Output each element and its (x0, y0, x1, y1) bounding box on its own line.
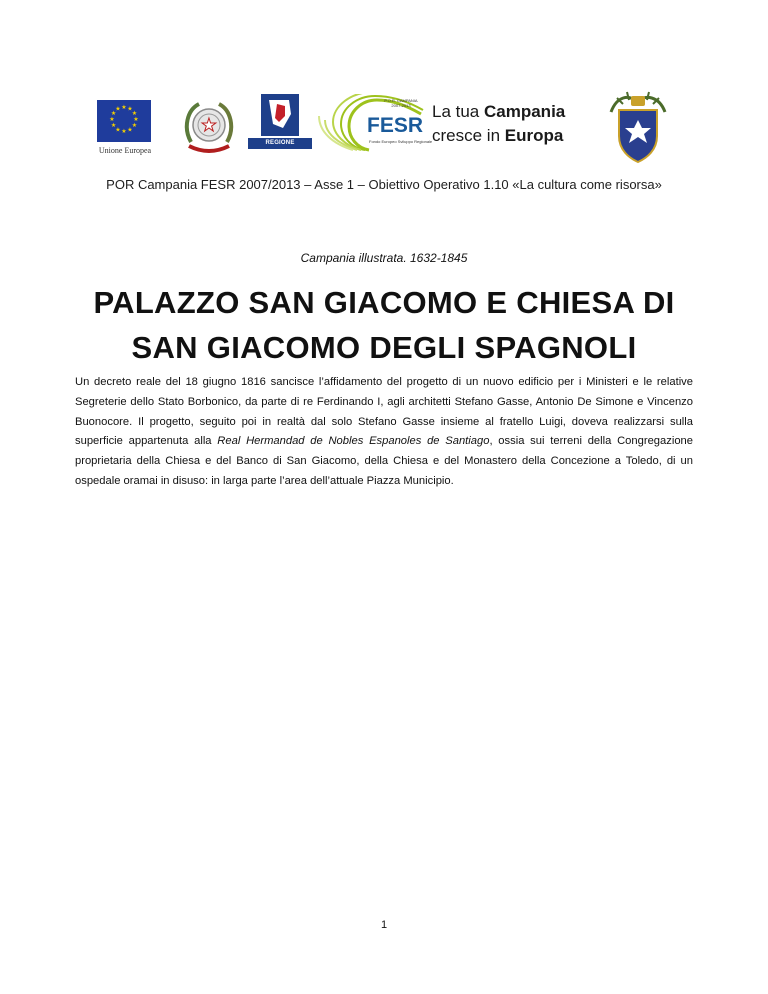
programme-banner: POR Campania FESR 2007/2013 – Asse 1 – Obiettivo Operativo 1.10 «La cultura come risorsa» (106, 177, 662, 192)
svg-text:★: ★ (121, 104, 127, 111)
page-number: 1 (380, 919, 388, 931)
slogan-line-2-prefix: cresce in (432, 126, 505, 145)
svg-text:★: ★ (127, 105, 133, 113)
document-title-line-2: SAN GIACOMO DEGLI SPAGNOLI (131, 330, 637, 365)
fesr-bottom-text: Fondo Europeo Sviluppo Regionale (369, 139, 433, 144)
slogan-logo (432, 100, 565, 148)
svg-text:★: ★ (115, 126, 121, 134)
slogan-line-2-bold: Europa (504, 126, 564, 145)
svg-text:★: ★ (110, 110, 117, 117)
svg-text:★: ★ (131, 122, 138, 129)
fesr-logo (317, 94, 433, 154)
slogan-line-1-bold: Campania (484, 102, 566, 121)
regione-campania-logo (247, 94, 313, 157)
slogan-line-2 (432, 124, 565, 148)
slogan-line-1 (432, 100, 565, 124)
eu-caption: Unione Europea (98, 146, 152, 155)
svg-text:★: ★ (121, 128, 127, 135)
italian-republic-emblem-icon (181, 98, 237, 156)
eu-flag-icon (97, 100, 151, 142)
body-paragraph-part-2: , ossia sui terreni della Congregazione proprietaria della Chiesa e del Banco di San Giacomo, della Chiesa e del Monastero della Concezione a Toledo, di un ospedale oramai in disuso: in larga parte l’area dell’attuale Piazza Municipio. (75, 435, 693, 487)
svg-text:★: ★ (133, 116, 139, 123)
document-title (0, 280, 768, 370)
crest-logo (607, 90, 669, 166)
cross-crest-icon (607, 90, 669, 166)
document-subtitle: Campania illustrata. 1632-1845 (300, 251, 468, 265)
fesr-title: FESR (367, 114, 424, 137)
svg-text:★: ★ (110, 122, 117, 129)
slogan-line-1-prefix: La tua (432, 102, 484, 121)
svg-text:★: ★ (131, 110, 138, 117)
body-paragraph-part-1: Un decreto reale del 18 giugno 1816 sancisce l’affidamento del progetto di un nuovo edificio per i Ministeri e le relative Segreterie dello Stato Borbonico, da parte di re Ferdinando I, agli architetti Stefano Gasse, Antonio De Simone e Vincenzo Buonocore. Il progetto, seguito poi in realtà dal solo Stefano Gasse insieme al fratello Luigi, doveva realizzarsi sulla superficie appartenuta alla (75, 376, 693, 448)
italian-emblem-logo (181, 98, 237, 156)
body-paragraph-italic: Real Hermandad de Nobles Espanoles de Santiago (217, 435, 490, 448)
svg-text:★: ★ (109, 116, 115, 123)
svg-text:★: ★ (115, 105, 121, 113)
svg-text:★: ★ (127, 126, 133, 134)
fesr-top-text: P.O.R. CAMPANIA 2007-2013 (384, 98, 418, 108)
document-title-line-1: PALAZZO SAN GIACOMO E CHIESA DI (93, 285, 675, 320)
regione-campania-emblem-icon (247, 94, 313, 138)
regione-campania-caption: REGIONE CAMPANIA (248, 138, 312, 149)
body-paragraph (75, 373, 693, 492)
eu-logo (97, 100, 153, 155)
svg-text:★: ★ (200, 115, 218, 136)
logo-strip (0, 90, 768, 170)
